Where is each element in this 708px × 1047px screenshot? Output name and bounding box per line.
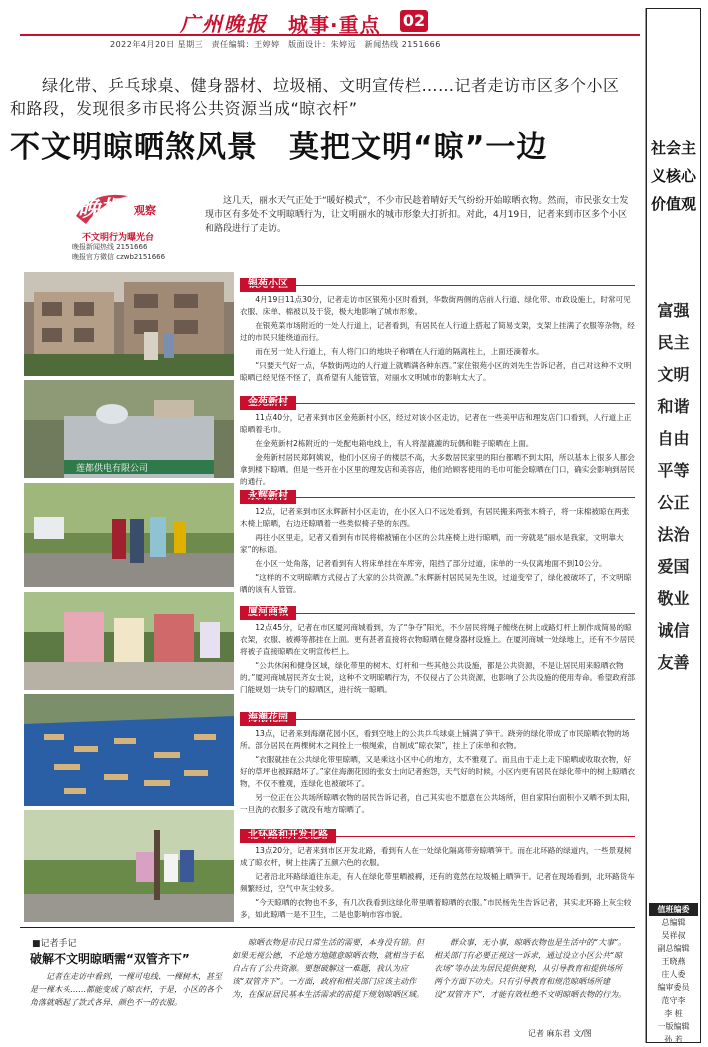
core-value-item: 富强: [657, 301, 690, 320]
byline: 记者 麻东君 文/图: [528, 1029, 592, 1038]
core-value-item: 自由: [657, 429, 690, 448]
editor-line: 编审委员: [657, 983, 690, 992]
paragraph: 而在另一处人行道上，有人将门口的地块子称晒在人行道的隔离柱上，上面还滴着水。: [255, 347, 544, 356]
divider: [20, 927, 635, 928]
core-value-item: 文明: [657, 365, 690, 384]
paragraph: 4月19日11点30分，记者走访市区银苑小区时看到，华数街两侧的店前人行道、绿化带、市政设施上，时常可见衣服、床单、棉被以及于袋，极大地影响了城市形象。: [240, 295, 631, 316]
paragraph: 在小区一处角落，记者看到有人将床单挂在车库旁，阻挡了部分过道，床单的一头仅离地面不到10公分。: [255, 559, 607, 568]
editor-line: 庄人委: [661, 970, 686, 979]
paragraph: 12点，记者来到市区永辉新村小区走访，在小区入口不远处看到，有居民搬来两张木椅子，将一床棉被晾在两张木椅上晾晒，右边还晾晒着一些类似椅子垫的东西。: [240, 507, 630, 528]
section-label: 永辉新村: [240, 490, 296, 504]
paragraph: “公共休闲和健身区域，绿化带里的树木、灯杆和一些其他公共设施，都是公共资源，不是让居民用来晾晒衣物的。”厦河商城居民齐女士说，这种不文明晾晒行为，不仅侵占了公共资源，也影响了公共设施的使用寿命。希望政府部门能规划一块专门的晾晒区，进行统一晾晒。: [240, 661, 636, 694]
photo-residential-balconies: [24, 272, 234, 376]
page-headline: 不文明晾晒煞风景 莫把文明“晾”一边: [10, 130, 548, 165]
paragraph: “今天晾晒的衣物也不多，有几次我看到这绿化带里晒着晾晒的衣服。”市民杨先生告诉记者，其实北环路上灰尘较多，如此晾晒一是不卫生，二是也影响市容市貌。: [240, 898, 632, 919]
editor-line: 李 桩: [664, 1009, 683, 1018]
section-beihuan: [240, 823, 635, 921]
paragraph: 在金苑新村2栋附近的一处配电箱电线上，有人将湿漉漉的玩偶和鞋子晾晒在上面。: [255, 439, 534, 448]
issue-info-bar: 2022年4月20日 星期三 责任编辑：王婷婷 版面设计：朱婷远 新闻热线 2151666: [110, 40, 441, 49]
photo-quilts-on-fitness-equipment: [24, 592, 234, 690]
section-label: 银苑小区: [240, 278, 296, 292]
commentary-column-2: 晾晒衣物是市民日常生活的需要，本身没有错。但如果无视公德，不论地方地随意晾晒衣物，就相当于私自占有了公共资源。要想破解这一难题，我认为应该“双管齐下”。一方面，政府和相关部门应该主动作为，在保证居民基本生活需求的前提下规划晾晒区域。: [232, 938, 424, 999]
editor-line: 一版编辑: [657, 1022, 690, 1031]
section-xiahe: [240, 600, 635, 696]
observation-badge: [72, 186, 207, 264]
core-value-item: 敬业: [657, 589, 690, 608]
newspaper-name: 广州晚报: [180, 12, 268, 36]
core-value-item: 平等: [657, 461, 690, 480]
commentary-title: 破解不文明晾晒需“双管齐下”: [30, 952, 190, 966]
editor-line: 范守李: [661, 996, 686, 1005]
section-yinyuan: [240, 272, 635, 384]
photo-bamboo-shoots-on-pingpong-table: [24, 694, 234, 806]
lead-text: 绿化带、乒乓球桌、健身器材、垃圾桶、文明宣传栏……记者走访市区多个小区和路段，发现很多市民将公共资源当成“晾衣杆”: [10, 76, 620, 118]
section-jinyuan: [240, 390, 635, 488]
section-label: 海潮花园: [240, 712, 296, 726]
core-values-title: 社会主义核心价值观: [650, 139, 696, 213]
paragraph: 金苑新村居民郑阿姨说，他们小区房子的楼层不高，大多数居民家里的阳台都晒不到太阳，所以基本上很多人都会拿到楼下晾晒。但是一些开在小区里的理发店和美容店，他们给顾客使用的毛巾可能会晾晒在门口，确实会影响到居民的通行。: [240, 453, 635, 486]
photo-clothes-on-greenbelt-trees: [24, 810, 234, 922]
section-label: 厦河商城: [240, 606, 296, 620]
section-yonghui: [240, 484, 635, 596]
editor-credits: [646, 903, 701, 1046]
editor-line: 总编辑: [661, 918, 686, 927]
paragraph: 13点20分，记者来到市区开发北路，看到有人在一处绿化隔离带旁晾晒笋干。而在北环路的绿道内，一些景观树成了晾衣杆，树上挂满了五颜六色的衣服。: [240, 846, 632, 867]
paragraph: “只要天气好一点，华数街两边的人行道上就晒满各种东西。”家住银苑小区的刘先生告诉记者，自己对这种不文明晾晒已经见怪不怪了，真希望有人能管管，对丽水文明城市的影响太大了。: [240, 361, 632, 382]
photo-utility-cabinet-drying: [24, 380, 234, 478]
article-intro: 这几天，丽水天气正处于“暖好模式”，不少市民趁着晴好天气纷纷开始晾晒衣物。然而，市民张女士发现市区有多处不文明晾晒行为，让文明丽水的城市形象大打折扣。对此，4月19日，记者来到市区多个小区和路段进行了走访。: [205, 196, 629, 234]
commentary-column-3: 群众事，无小事，晾晒衣物也是生活中的“大事”。相关部门有必要正视这一诉求，通过设立小区公共“晾衣场”等办法为居民提供便利，从引导教育和提供场所两个方面下功夫。只有引导教育和规范晾晒场所建设“双管齐下”，才能有效杜绝不文明晾晒衣物的行为。: [434, 938, 627, 999]
core-value-item: 友善: [657, 653, 690, 672]
badge-tag: 观察: [134, 204, 156, 217]
paragraph: 在银苑菜市场附近的一处人行道上，记者看到，有居民在人行道上搭起了简易支架，支架上挂满了衣服等杂物，经过的市民只能绕道而行。: [240, 321, 635, 342]
core-value-item: 民主: [657, 333, 690, 352]
badge-subtitle: 不文明行为曝光台: [82, 233, 155, 243]
right-column: [645, 8, 700, 1043]
core-value-item: 爱国: [657, 557, 690, 576]
paragraph: 记者沿北环路绿道往东走，有人在绿化带里晒被褥，还有的竟然在垃圾桶上晒笋干。记者在现场看到，北环路货车频繁经过，空气中灰尘较多。: [240, 872, 635, 893]
page-number-badge: 02: [400, 10, 428, 32]
commentary-tag: ■记者手记: [32, 939, 77, 949]
commentary-column-1: 记者在走访中看到，一棵可电线、一棵树木，甚至是一棵木头……都能变成了晾衣杆，于是，小区的各个角落就晒起了款式各异、颜色不一的衣服。: [30, 972, 222, 1007]
section-label: 金苑新村: [240, 396, 296, 410]
paragraph: 另一位正在公共场所晾晒衣物的居民告诉记者，自己其实也不愿意在公共场所，但自家阳台面积小又晒不到太阳，一旦洗的衣服多了就没有地方晾晒了。: [240, 793, 635, 814]
core-value-item: 诚信: [657, 621, 690, 640]
photo-clothes-on-trees: [24, 483, 234, 587]
editors-heading: 值班编委: [649, 903, 698, 916]
editor-line: 吴祥叔: [661, 931, 686, 940]
editor-line: 王晓燕: [661, 957, 686, 966]
svg-text:莲都供电有限公司: 莲都供电有限公司: [76, 464, 149, 474]
badge-wechat: 晚报官方微信 czwb2151666: [72, 253, 166, 261]
paragraph: 13点，记者来到海潮花园小区，看到空地上的公共乒乓球桌上铺满了笋干。跷旁的绿化带成了市民晾晒衣物的场所。部分居民在两棵树木之间拴上一根绳索，自制成“晾衣架”，挂上了床单和衣物。: [240, 729, 630, 750]
section-name: 城事·重点: [288, 13, 381, 37]
core-value-item: 法治: [657, 525, 690, 544]
core-value-item: 和谐: [657, 397, 690, 416]
paragraph: “衣服就挂在公共绿化带里晾晒，又是乘这小区中心的地方，太不雅观了。而且由于走上走下晾晒或收取衣物，好好的草坪也被踩踏坏了。”家住海潮花园的张女士向记者抱怨，天气好的时候，小区内更有居民在绿化带中的树上晾晒衣物，不仅不雅观，连绿化也被破坏了。: [240, 755, 636, 788]
section-haichao: [240, 706, 635, 816]
masthead: [20, 6, 640, 36]
badge-hotline: 晚报新闻热线 2151666: [72, 243, 148, 251]
section-label: 北环路和开发北路: [240, 829, 336, 843]
editor-line: 副总编辑: [657, 944, 690, 953]
paragraph: 再往小区里走，记者又看到有市民将棉被铺在小区的公共座椅上进行晾晒，而一旁就是“丽水是我家，文明靠大家”的标语。: [240, 533, 624, 554]
paragraph: “这样的不文明晾晒方式侵占了大家的公共资源。”永辉新村居民吴先生说，过道变窄了，绿化被破坏了，不文明晾晒的该有人管管。: [240, 573, 632, 594]
editor-line: 孙 若: [664, 1035, 683, 1044]
paragraph: 12点45分，记者在市区厦河商城看到，为了“争夺”阳光，不少居民将绳子缠绕在树上或路灯杆上制作成简易的晾衣架，衣服、被褥等都挂在上面。更有甚者直接将衣物晾晒在健身器材设施上。在厦河商城一处绿地上，还有不少居民将被子直接晾晒在文明宣传栏上。: [240, 623, 635, 656]
core-value-item: 公正: [657, 493, 690, 512]
badge-logo: 晚报: [78, 196, 123, 222]
paragraph: 11点40分，记者来到市区金苑新村小区，经过对该小区走访，记者在一些美甲店和理发店门口看到，人行道上正晾晒着毛巾。: [240, 413, 632, 434]
